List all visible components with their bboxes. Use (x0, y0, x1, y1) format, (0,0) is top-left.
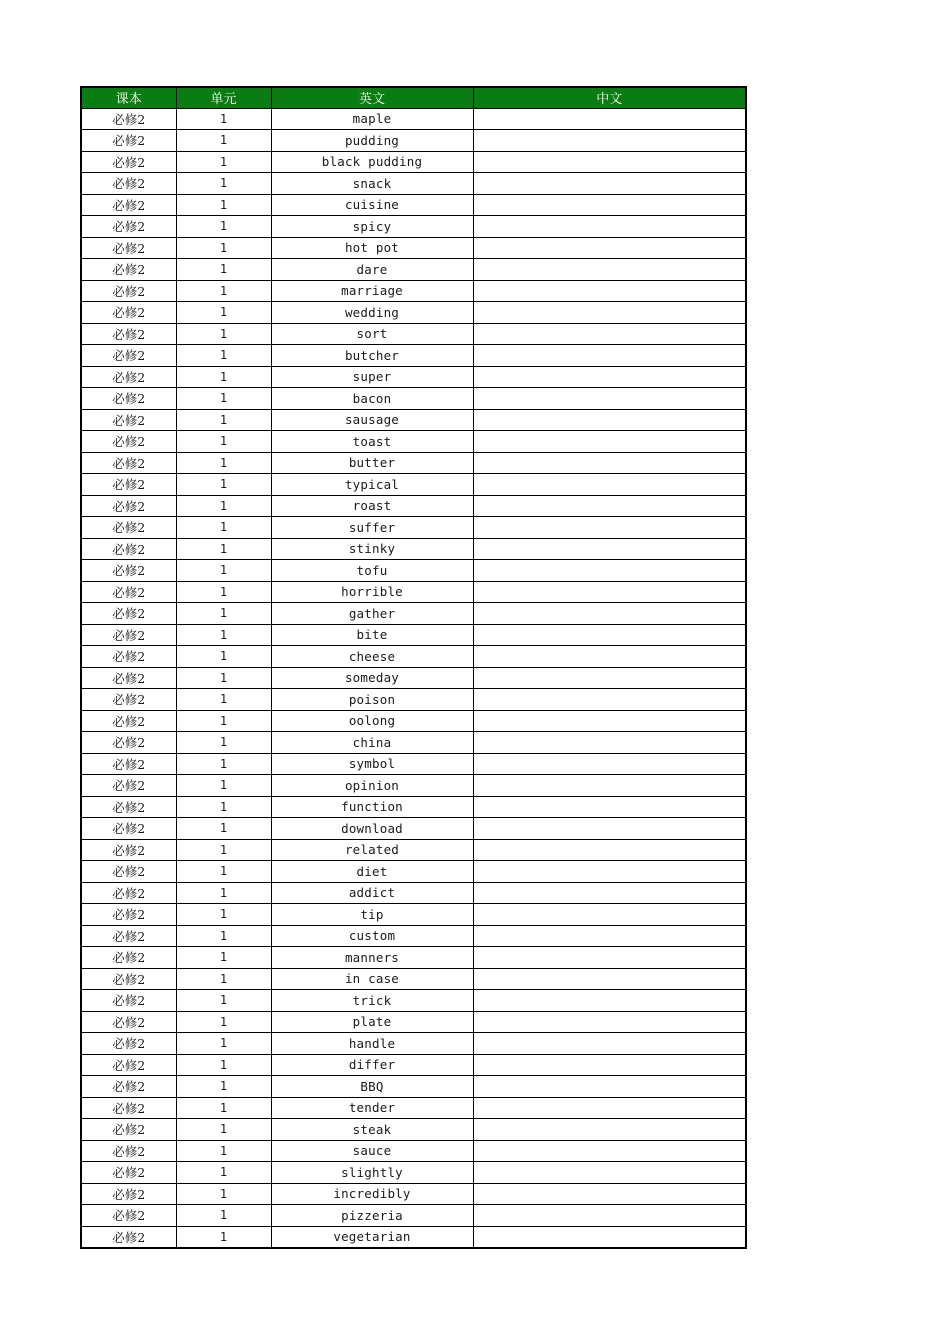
table-row (81, 388, 746, 410)
table-header-row (81, 87, 746, 108)
cell-chinese[interactable] (473, 925, 746, 947)
cell-unit[interactable]: 1 (176, 280, 271, 302)
cell-course[interactable]: 必修2 (81, 1076, 176, 1098)
cell-course[interactable]: 必修2 (81, 237, 176, 259)
cell-english[interactable]: cheese (271, 646, 473, 668)
cell-chinese[interactable] (473, 194, 746, 216)
cell-chinese[interactable] (473, 1011, 746, 1033)
cell-unit[interactable]: 1 (176, 667, 271, 689)
cell-english[interactable]: horrible (271, 581, 473, 603)
cell-unit[interactable]: 1 (176, 925, 271, 947)
cell-english[interactable]: spicy (271, 216, 473, 238)
cell-english[interactable]: typical (271, 474, 473, 496)
cell-unit[interactable]: 1 (176, 130, 271, 152)
table-row (81, 861, 746, 883)
cell-english[interactable]: trick (271, 990, 473, 1012)
cell-course[interactable]: 必修2 (81, 667, 176, 689)
table-row (81, 1205, 746, 1227)
cell-course[interactable]: 必修2 (81, 452, 176, 474)
cell-unit[interactable]: 1 (176, 173, 271, 195)
cell-english[interactable]: tofu (271, 560, 473, 582)
cell-course[interactable]: 必修2 (81, 280, 176, 302)
cell-course[interactable]: 必修2 (81, 796, 176, 818)
cell-course[interactable]: 必修2 (81, 560, 176, 582)
cell-unit[interactable]: 1 (176, 560, 271, 582)
cell-unit[interactable]: 1 (176, 259, 271, 281)
table-row (81, 173, 746, 195)
cell-chinese[interactable] (473, 753, 746, 775)
cell-chinese[interactable] (473, 173, 746, 195)
cell-course[interactable]: 必修2 (81, 1033, 176, 1055)
cell-english[interactable]: handle (271, 1033, 473, 1055)
cell-course[interactable]: 必修2 (81, 345, 176, 367)
cell-english[interactable]: custom (271, 925, 473, 947)
cell-english[interactable]: slightly (271, 1162, 473, 1184)
cell-chinese[interactable] (473, 689, 746, 711)
table-row (81, 302, 746, 324)
cell-unit[interactable]: 1 (176, 1162, 271, 1184)
cell-chinese[interactable] (473, 775, 746, 797)
cell-course[interactable]: 必修2 (81, 216, 176, 238)
cell-course[interactable]: 必修2 (81, 581, 176, 603)
cell-chinese[interactable] (473, 796, 746, 818)
cell-course[interactable]: 必修2 (81, 1097, 176, 1119)
table-row (81, 581, 746, 603)
cell-chinese[interactable] (473, 345, 746, 367)
cell-english[interactable]: super (271, 366, 473, 388)
cell-unit[interactable]: 1 (176, 1076, 271, 1098)
cell-chinese[interactable] (473, 323, 746, 345)
cell-course[interactable]: 必修2 (81, 990, 176, 1012)
table-row (81, 753, 746, 775)
cell-chinese[interactable] (473, 818, 746, 840)
cell-course[interactable]: 必修2 (81, 1226, 176, 1248)
cell-course[interactable]: 必修2 (81, 194, 176, 216)
cell-chinese[interactable] (473, 624, 746, 646)
cell-english[interactable]: steak (271, 1119, 473, 1141)
cell-chinese[interactable] (473, 151, 746, 173)
cell-english[interactable]: addict (271, 882, 473, 904)
cell-english[interactable]: cuisine (271, 194, 473, 216)
cell-unit[interactable]: 1 (176, 1097, 271, 1119)
cell-unit[interactable]: 1 (176, 603, 271, 625)
table-row (81, 1076, 746, 1098)
table-row (81, 130, 746, 152)
table-row (81, 710, 746, 732)
cell-unit[interactable]: 1 (176, 366, 271, 388)
cell-english[interactable]: plate (271, 1011, 473, 1033)
cell-chinese[interactable] (473, 1033, 746, 1055)
cell-chinese[interactable] (473, 560, 746, 582)
cell-unit[interactable]: 1 (176, 1183, 271, 1205)
cell-english[interactable]: pudding (271, 130, 473, 152)
cell-course[interactable]: 必修2 (81, 839, 176, 861)
table-row (81, 194, 746, 216)
cell-english[interactable]: poison (271, 689, 473, 711)
cell-english[interactable]: tip (271, 904, 473, 926)
table-row (81, 603, 746, 625)
cell-chinese[interactable] (473, 904, 746, 926)
cell-unit[interactable]: 1 (176, 323, 271, 345)
table-row (81, 882, 746, 904)
table-body (81, 108, 746, 1248)
table-row (81, 280, 746, 302)
cell-unit[interactable]: 1 (176, 882, 271, 904)
cell-chinese[interactable] (473, 1162, 746, 1184)
table-row (81, 947, 746, 969)
cell-course[interactable]: 必修2 (81, 624, 176, 646)
table-row (81, 108, 746, 130)
cell-english[interactable]: related (271, 839, 473, 861)
cell-unit[interactable]: 1 (176, 839, 271, 861)
cell-english[interactable]: dare (271, 259, 473, 281)
cell-chinese[interactable] (473, 108, 746, 130)
cell-unit[interactable]: 1 (176, 194, 271, 216)
table-row (81, 538, 746, 560)
cell-unit[interactable]: 1 (176, 1033, 271, 1055)
table-row (81, 968, 746, 990)
cell-course[interactable]: 必修2 (81, 323, 176, 345)
cell-chinese[interactable] (473, 1097, 746, 1119)
cell-unit[interactable]: 1 (176, 302, 271, 324)
cell-course[interactable]: 必修2 (81, 151, 176, 173)
cell-course[interactable]: 必修2 (81, 517, 176, 539)
table-row (81, 818, 746, 840)
cell-course[interactable]: 必修2 (81, 130, 176, 152)
cell-unit[interactable]: 1 (176, 388, 271, 410)
cell-english[interactable]: manners (271, 947, 473, 969)
cell-chinese[interactable] (473, 216, 746, 238)
cell-unit[interactable]: 1 (176, 818, 271, 840)
table-row (81, 1162, 746, 1184)
cell-chinese[interactable] (473, 538, 746, 560)
cell-course[interactable]: 必修2 (81, 775, 176, 797)
cell-chinese[interactable] (473, 1140, 746, 1162)
table-row (81, 646, 746, 668)
table-row (81, 495, 746, 517)
cell-chinese[interactable] (473, 1226, 746, 1248)
cell-course[interactable]: 必修2 (81, 1011, 176, 1033)
cell-chinese[interactable] (473, 646, 746, 668)
cell-course[interactable]: 必修2 (81, 968, 176, 990)
cell-english[interactable]: gather (271, 603, 473, 625)
table-row (81, 796, 746, 818)
cell-unit[interactable]: 1 (176, 517, 271, 539)
table-row (81, 452, 746, 474)
cell-chinese[interactable] (473, 302, 746, 324)
cell-unit[interactable]: 1 (176, 108, 271, 130)
table-row (81, 1183, 746, 1205)
cell-english[interactable]: snack (271, 173, 473, 195)
table-row (81, 1011, 746, 1033)
cell-english[interactable]: hot pot (271, 237, 473, 259)
cell-chinese[interactable] (473, 1054, 746, 1076)
cell-unit[interactable]: 1 (176, 1205, 271, 1227)
cell-course[interactable]: 必修2 (81, 818, 176, 840)
cell-course[interactable]: 必修2 (81, 1140, 176, 1162)
cell-chinese[interactable] (473, 259, 746, 281)
cell-english[interactable]: symbol (271, 753, 473, 775)
cell-chinese[interactable] (473, 710, 746, 732)
cell-chinese[interactable] (473, 366, 746, 388)
cell-chinese[interactable] (473, 130, 746, 152)
table-row (81, 990, 746, 1012)
cell-unit[interactable]: 1 (176, 646, 271, 668)
cell-english[interactable]: opinion (271, 775, 473, 797)
cell-unit[interactable]: 1 (176, 216, 271, 238)
cell-unit[interactable]: 1 (176, 345, 271, 367)
cell-english[interactable]: sausage (271, 409, 473, 431)
table-row (81, 560, 746, 582)
cell-course[interactable]: 必修2 (81, 302, 176, 324)
vocabulary-sheet (80, 86, 745, 1249)
cell-unit[interactable]: 1 (176, 775, 271, 797)
cell-unit[interactable]: 1 (176, 904, 271, 926)
cell-unit[interactable]: 1 (176, 452, 271, 474)
table-row (81, 517, 746, 539)
cell-course[interactable]: 必修2 (81, 925, 176, 947)
cell-chinese[interactable] (473, 990, 746, 1012)
table-row (81, 431, 746, 453)
table-row (81, 409, 746, 431)
cell-chinese[interactable] (473, 452, 746, 474)
table-row (81, 366, 746, 388)
cell-english[interactable]: BBQ (271, 1076, 473, 1098)
cell-course[interactable]: 必修2 (81, 409, 176, 431)
cell-course[interactable]: 必修2 (81, 538, 176, 560)
table-row (81, 689, 746, 711)
cell-english[interactable]: differ (271, 1054, 473, 1076)
cell-course[interactable]: 必修2 (81, 861, 176, 883)
cell-english[interactable]: sauce (271, 1140, 473, 1162)
header-course[interactable]: 课本 (81, 87, 176, 108)
table-row (81, 474, 746, 496)
cell-english[interactable]: bacon (271, 388, 473, 410)
cell-english[interactable]: china (271, 732, 473, 754)
cell-course[interactable]: 必修2 (81, 1183, 176, 1205)
cell-unit[interactable]: 1 (176, 409, 271, 431)
cell-course[interactable]: 必修2 (81, 947, 176, 969)
table-row (81, 216, 746, 238)
cell-english[interactable]: vegetarian (271, 1226, 473, 1248)
table-row (81, 1033, 746, 1055)
cell-chinese[interactable] (473, 409, 746, 431)
table-row (81, 151, 746, 173)
header-english[interactable]: 英文 (271, 87, 473, 108)
cell-unit[interactable]: 1 (176, 1140, 271, 1162)
cell-chinese[interactable] (473, 882, 746, 904)
cell-unit[interactable]: 1 (176, 947, 271, 969)
cell-unit[interactable]: 1 (176, 689, 271, 711)
cell-english[interactable]: roast (271, 495, 473, 517)
table-row (81, 925, 746, 947)
cell-unit[interactable]: 1 (176, 474, 271, 496)
table-row (81, 667, 746, 689)
cell-course[interactable]: 必修2 (81, 474, 176, 496)
cell-english[interactable]: black pudding (271, 151, 473, 173)
cell-unit[interactable]: 1 (176, 1119, 271, 1141)
cell-english[interactable]: butcher (271, 345, 473, 367)
cell-unit[interactable]: 1 (176, 968, 271, 990)
cell-course[interactable]: 必修2 (81, 173, 176, 195)
cell-unit[interactable]: 1 (176, 796, 271, 818)
table-row (81, 323, 746, 345)
cell-english[interactable]: suffer (271, 517, 473, 539)
cell-unit[interactable]: 1 (176, 151, 271, 173)
cell-english[interactable]: sort (271, 323, 473, 345)
cell-course[interactable]: 必修2 (81, 495, 176, 517)
cell-english[interactable]: in case (271, 968, 473, 990)
cell-unit[interactable]: 1 (176, 495, 271, 517)
cell-course[interactable]: 必修2 (81, 689, 176, 711)
cell-unit[interactable]: 1 (176, 1054, 271, 1076)
cell-chinese[interactable] (473, 517, 746, 539)
header-chinese[interactable]: 中文 (473, 87, 746, 108)
cell-chinese[interactable] (473, 1183, 746, 1205)
cell-english[interactable]: function (271, 796, 473, 818)
table-row (81, 1226, 746, 1248)
cell-course[interactable]: 必修2 (81, 603, 176, 625)
header-unit[interactable]: 单元 (176, 87, 271, 108)
cell-unit[interactable]: 1 (176, 624, 271, 646)
cell-course[interactable]: 必修2 (81, 646, 176, 668)
cell-unit[interactable]: 1 (176, 1011, 271, 1033)
cell-unit[interactable]: 1 (176, 732, 271, 754)
cell-chinese[interactable] (473, 495, 746, 517)
cell-course[interactable]: 必修2 (81, 753, 176, 775)
cell-course[interactable]: 必修2 (81, 108, 176, 130)
cell-chinese[interactable] (473, 280, 746, 302)
cell-course[interactable]: 必修2 (81, 1205, 176, 1227)
cell-course[interactable]: 必修2 (81, 431, 176, 453)
cell-unit[interactable]: 1 (176, 538, 271, 560)
cell-chinese[interactable] (473, 603, 746, 625)
table-row (81, 345, 746, 367)
cell-course[interactable]: 必修2 (81, 366, 176, 388)
cell-course[interactable]: 必修2 (81, 259, 176, 281)
table-row (81, 1119, 746, 1141)
cell-english[interactable]: oolong (271, 710, 473, 732)
table-row (81, 1097, 746, 1119)
cell-unit[interactable]: 1 (176, 237, 271, 259)
cell-chinese[interactable] (473, 581, 746, 603)
table-row (81, 839, 746, 861)
cell-chinese[interactable] (473, 1076, 746, 1098)
cell-english[interactable]: bite (271, 624, 473, 646)
cell-chinese[interactable] (473, 968, 746, 990)
cell-chinese[interactable] (473, 861, 746, 883)
cell-chinese[interactable] (473, 431, 746, 453)
cell-course[interactable]: 必修2 (81, 710, 176, 732)
table-row (81, 259, 746, 281)
cell-english[interactable]: tender (271, 1097, 473, 1119)
table-row (81, 1054, 746, 1076)
cell-english[interactable]: marriage (271, 280, 473, 302)
cell-course[interactable]: 必修2 (81, 732, 176, 754)
cell-english[interactable]: butter (271, 452, 473, 474)
cell-chinese[interactable] (473, 474, 746, 496)
cell-course[interactable]: 必修2 (81, 904, 176, 926)
table-row (81, 1140, 746, 1162)
cell-unit[interactable]: 1 (176, 861, 271, 883)
table-row (81, 732, 746, 754)
cell-chinese[interactable] (473, 667, 746, 689)
cell-chinese[interactable] (473, 1119, 746, 1141)
cell-english[interactable]: pizzeria (271, 1205, 473, 1227)
cell-english[interactable]: someday (271, 667, 473, 689)
cell-unit[interactable]: 1 (176, 431, 271, 453)
cell-chinese[interactable] (473, 237, 746, 259)
cell-course[interactable]: 必修2 (81, 882, 176, 904)
cell-english[interactable]: stinky (271, 538, 473, 560)
vocabulary-table (80, 86, 747, 1249)
cell-english[interactable]: download (271, 818, 473, 840)
cell-chinese[interactable] (473, 839, 746, 861)
cell-unit[interactable]: 1 (176, 753, 271, 775)
cell-english[interactable]: incredibly (271, 1183, 473, 1205)
cell-unit[interactable]: 1 (176, 581, 271, 603)
table-row (81, 904, 746, 926)
cell-english[interactable]: toast (271, 431, 473, 453)
cell-unit[interactable]: 1 (176, 1226, 271, 1248)
cell-chinese[interactable] (473, 947, 746, 969)
cell-course[interactable]: 必修2 (81, 388, 176, 410)
cell-english[interactable]: wedding (271, 302, 473, 324)
cell-unit[interactable]: 1 (176, 710, 271, 732)
cell-course[interactable]: 必修2 (81, 1119, 176, 1141)
cell-chinese[interactable] (473, 1205, 746, 1227)
cell-chinese[interactable] (473, 388, 746, 410)
cell-english[interactable]: maple (271, 108, 473, 130)
cell-course[interactable]: 必修2 (81, 1162, 176, 1184)
cell-course[interactable]: 必修2 (81, 1054, 176, 1076)
table-row (81, 237, 746, 259)
cell-english[interactable]: diet (271, 861, 473, 883)
table-row (81, 624, 746, 646)
cell-chinese[interactable] (473, 732, 746, 754)
cell-unit[interactable]: 1 (176, 990, 271, 1012)
table-row (81, 775, 746, 797)
